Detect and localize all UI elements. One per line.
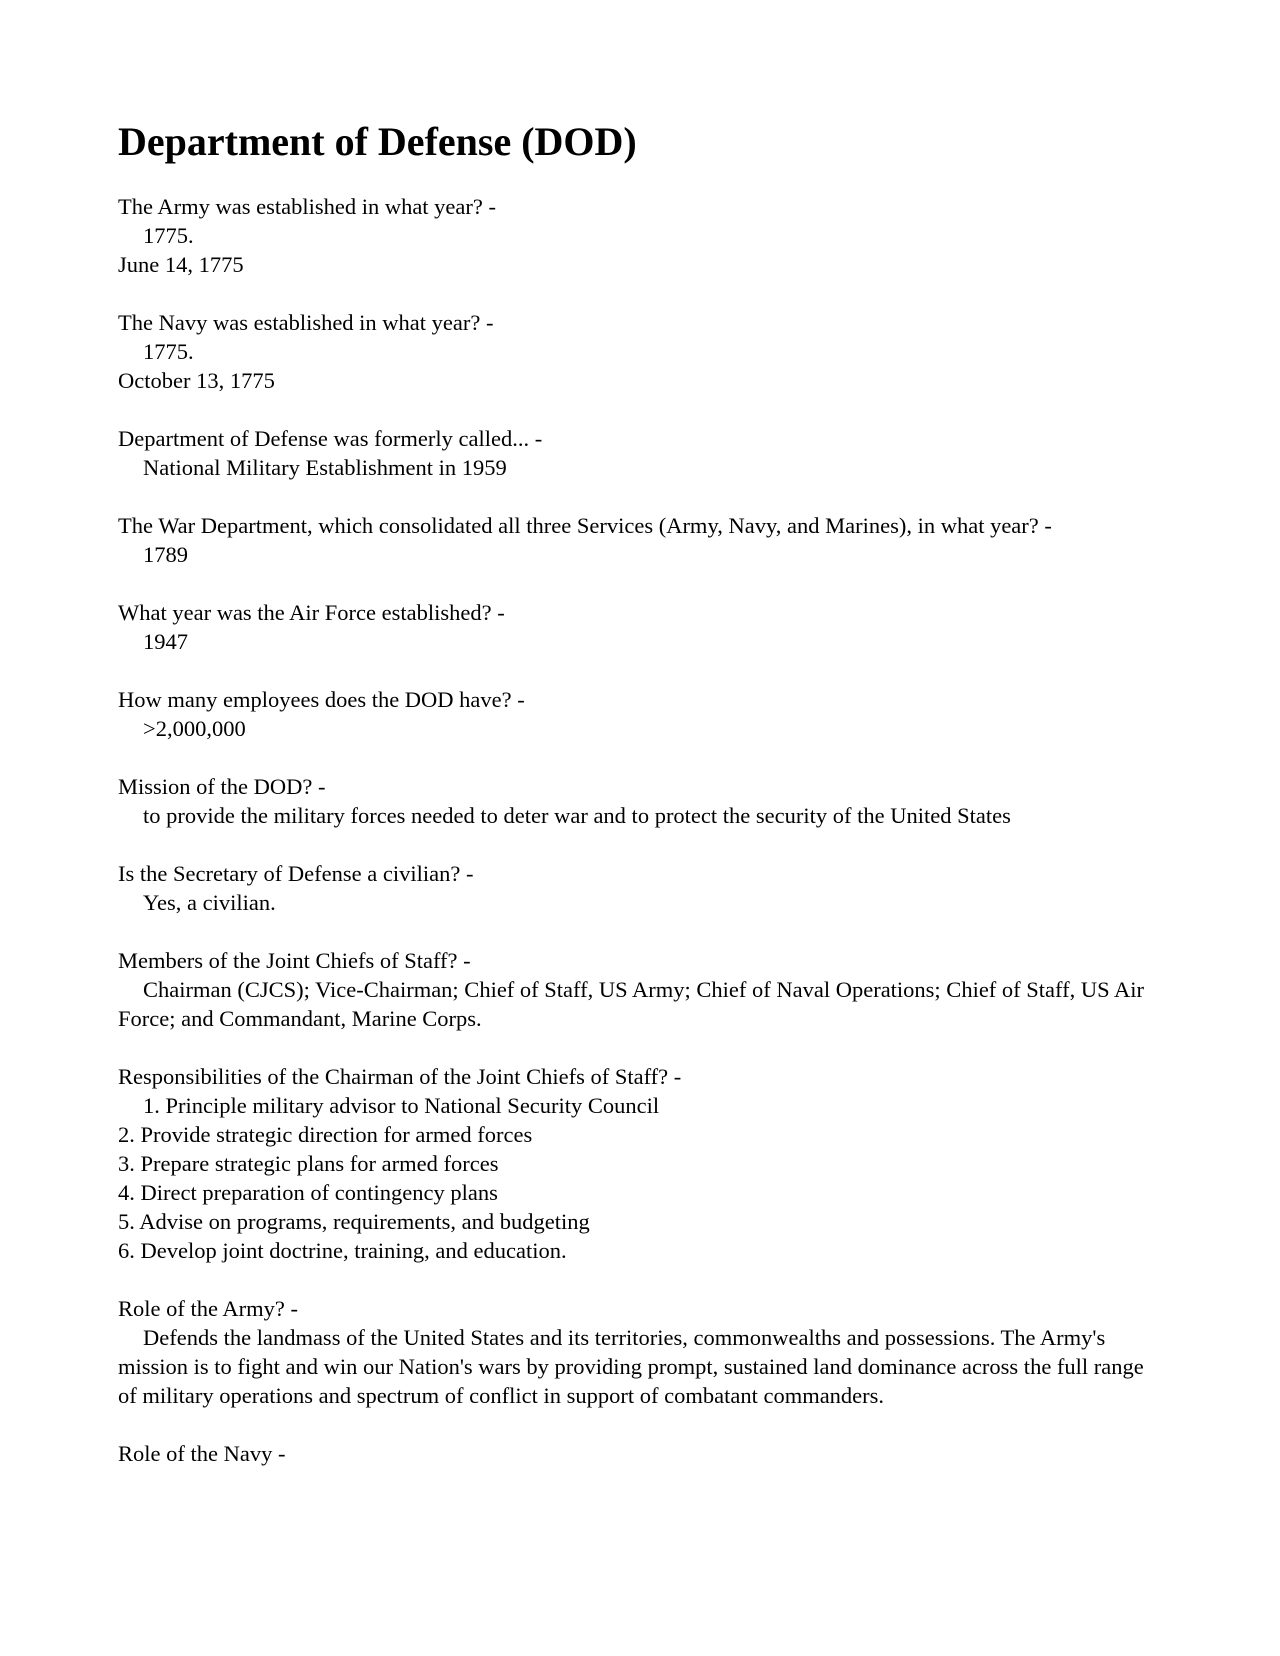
qa-item-air-force-year xyxy=(118,598,1168,656)
question: How many employees does the DOD have? - xyxy=(118,687,525,712)
question: Department of Defense was formerly called... - xyxy=(118,426,543,451)
answer xyxy=(118,337,1168,395)
qa-item-mission xyxy=(118,772,1168,830)
answer xyxy=(118,975,1168,1033)
document-page xyxy=(118,112,1168,1497)
answer xyxy=(118,627,1168,656)
question: Responsibilities of the Chairman of the Joint Chiefs of Staff? - xyxy=(118,1064,682,1089)
answer xyxy=(118,1323,1168,1410)
qa-item-secretary xyxy=(118,859,1168,917)
answer-line: 1. Principle military advisor to National Security Council xyxy=(143,1093,660,1118)
qa-item-army-role xyxy=(118,1294,1168,1410)
question: What year was the Air Force established? - xyxy=(118,600,505,625)
answer-line: 5. Advise on programs, requirements, and budgeting xyxy=(118,1209,590,1234)
page-title: Department of Defense (DOD) xyxy=(118,119,637,164)
answer xyxy=(118,453,1168,482)
qa-item-chairman-responsibilities xyxy=(118,1062,1168,1265)
answer xyxy=(118,801,1168,830)
answer-line: >2,000,000 xyxy=(143,716,246,741)
answer-line: Chairman (CJCS); Vice-Chairman; Chief of Staff, US Army; Chief of Naval Operations; Chief of Staff, US Air Force; and Commandant, Marine Corps. xyxy=(118,977,1145,1031)
question: Mission of the DOD? - xyxy=(118,774,326,799)
qa-item-joint-chiefs xyxy=(118,946,1168,1033)
answer-line: 3. Prepare strategic plans for armed forces xyxy=(118,1151,499,1176)
question: Role of the Navy - xyxy=(118,1441,286,1466)
question: Is the Secretary of Defense a civilian? - xyxy=(118,861,474,886)
question: The Navy was established in what year? - xyxy=(118,310,494,335)
answer-line: Defends the landmass of the United States and its territories, commonwealths and possessions. The Army's mission is to fight and win our Nation's wars by providing prompt, sustained land dominance across the full range of military operations and spectrum of conflict in support of combatant commanders. xyxy=(118,1325,1144,1408)
qa-item-war-department xyxy=(118,511,1168,569)
answer xyxy=(118,221,1168,279)
qa-item-navy-year xyxy=(118,308,1168,395)
answer xyxy=(118,1091,1168,1265)
answer-line: 1947 xyxy=(143,629,188,654)
qa-item-dod-former-name xyxy=(118,424,1168,482)
answer xyxy=(118,888,1168,917)
question: Role of the Army? - xyxy=(118,1296,298,1321)
question: The War Department, which consolidated all three Services (Army, Navy, and Marines), in what year? - xyxy=(118,513,1052,538)
qa-item-army-year xyxy=(118,192,1168,279)
question: Members of the Joint Chiefs of Staff? - xyxy=(118,948,471,973)
answer-line: June 14, 1775 xyxy=(118,252,244,277)
answer-line: National Military Establishment in 1959 xyxy=(143,455,507,480)
answer-line: 2. Provide strategic direction for armed forces xyxy=(118,1122,533,1147)
answer-line: to provide the military forces needed to deter war and to protect the security of the United States xyxy=(143,803,1011,828)
answer-line: 4. Direct preparation of contingency plans xyxy=(118,1180,498,1205)
answer xyxy=(118,714,1168,743)
answer-line: 1775. xyxy=(143,339,194,364)
question: The Army was established in what year? - xyxy=(118,194,497,219)
answer xyxy=(118,540,1168,569)
qa-item-navy-role xyxy=(118,1439,1168,1468)
answer-line: 6. Develop joint doctrine, training, and education. xyxy=(118,1238,567,1263)
answer-line: 1775. xyxy=(143,223,194,248)
answer-line: October 13, 1775 xyxy=(118,368,275,393)
answer-line: Yes, a civilian. xyxy=(143,890,276,915)
qa-item-employees xyxy=(118,685,1168,743)
answer-line: 1789 xyxy=(143,542,188,567)
